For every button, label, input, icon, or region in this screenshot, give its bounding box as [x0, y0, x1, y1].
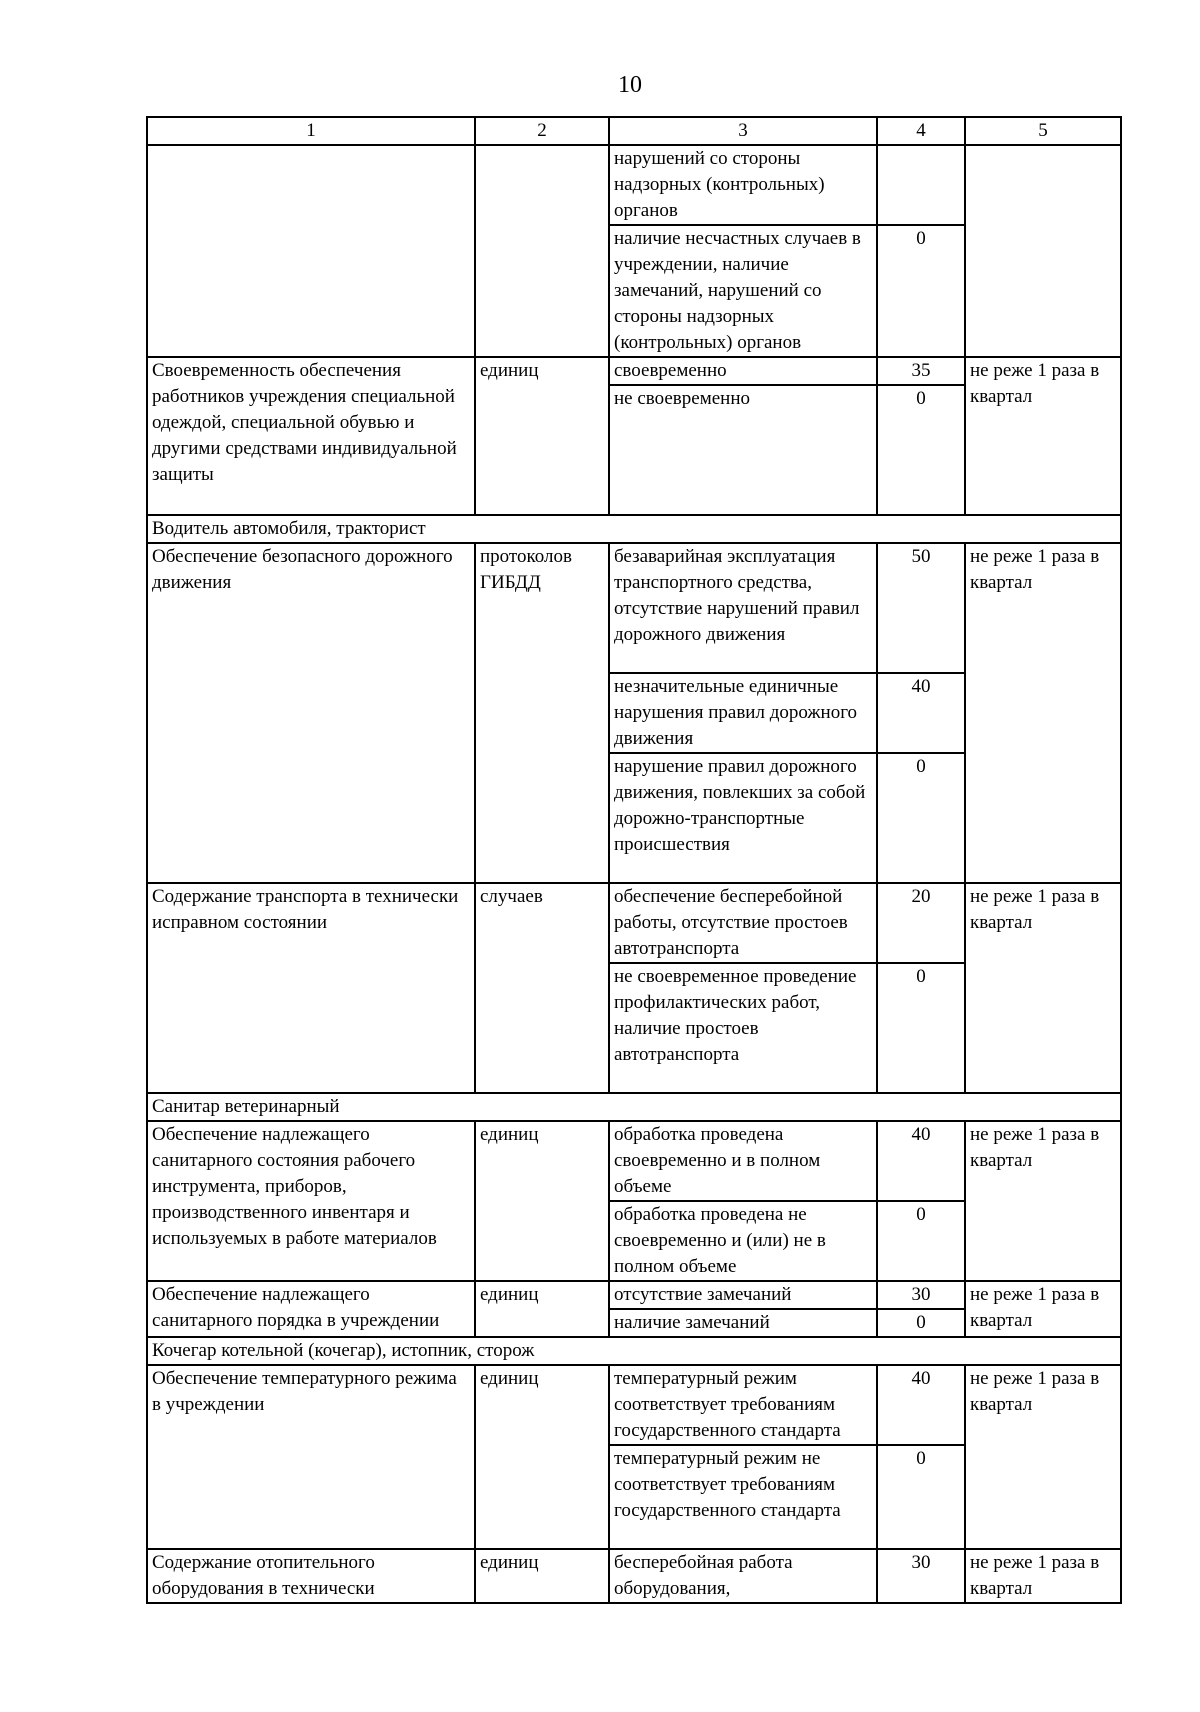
- frequency: не реже 1 раза в квартал: [965, 883, 1121, 1093]
- points-value: 50: [877, 543, 965, 673]
- indicator-name: Обеспечение температурного режима в учреждении: [147, 1365, 475, 1549]
- points-value: 0: [877, 963, 965, 1093]
- header-col-1: 1: [147, 117, 475, 145]
- indicator-name: Обеспечение безопасного дорожного движения: [147, 543, 475, 883]
- criterion-text: наличие замечаний: [609, 1309, 877, 1337]
- table-row: [147, 883, 1121, 963]
- criterion-text: бесперебойная работа оборудования,: [609, 1549, 877, 1603]
- header-col-4: 4: [877, 117, 965, 145]
- unit: случаев: [475, 883, 609, 1093]
- criterion-text: нарушение правил дорожного движения, повлекших за собой дорожно-транспортные происшествия: [609, 753, 877, 883]
- section-row: [147, 1093, 1121, 1121]
- criterion-text: обеспечение бесперебойной работы, отсутствие простоев автотранспорта: [609, 883, 877, 963]
- table-row: [147, 145, 1121, 225]
- unit: единиц: [475, 1365, 609, 1549]
- criterion-text: своевременно: [609, 357, 877, 385]
- table-row: [147, 1549, 1121, 1603]
- unit: единиц: [475, 1549, 609, 1603]
- indicator-name-cell: [147, 145, 475, 357]
- table-row: [147, 357, 1121, 385]
- header-col-3: 3: [609, 117, 877, 145]
- criterion-text: безаварийная эксплуатация транспортного средства, отсутствие нарушений правил дорожного движения: [609, 543, 877, 673]
- frequency: не реже 1 раза в квартал: [965, 1121, 1121, 1281]
- criterion-text: температурный режим соответствует требованиям государственного стандарта: [609, 1365, 877, 1445]
- criteria-table: [146, 116, 1122, 1604]
- criterion-text: не своевременное проведение профилактических работ, наличие простоев автотранспорта: [609, 963, 877, 1093]
- page-number: 10: [618, 72, 642, 98]
- points-value: 20: [877, 883, 965, 963]
- points-value: 0: [877, 753, 965, 883]
- frequency-cell: [965, 145, 1121, 357]
- indicator-name: Содержание отопительного оборудования в технически: [147, 1549, 475, 1603]
- table-row: [147, 1121, 1121, 1201]
- header-col-5: 5: [965, 117, 1121, 145]
- frequency: не реже 1 раза в квартал: [965, 543, 1121, 883]
- points-value: 40: [877, 1365, 965, 1445]
- section-title: Водитель автомобиля, тракторист: [147, 515, 1121, 543]
- frequency: не реже 1 раза в квартал: [965, 1281, 1121, 1337]
- indicator-name: Содержание транспорта в технически исправном состоянии: [147, 883, 475, 1093]
- section-title: Санитар ветеринарный: [147, 1093, 1121, 1121]
- frequency: не реже 1 раза в квартал: [965, 1365, 1121, 1549]
- unit: единиц: [475, 357, 609, 515]
- points-value: 0: [877, 1445, 965, 1549]
- points-value: 35: [877, 357, 965, 385]
- criterion-text: отсутствие замечаний: [609, 1281, 877, 1309]
- unit: протоколов ГИБДД: [475, 543, 609, 883]
- frequency: не реже 1 раза в квартал: [965, 1549, 1121, 1603]
- criterion-text: обработка проведена своевременно и в полном объеме: [609, 1121, 877, 1201]
- points-value: 0: [877, 1201, 965, 1281]
- points-value: 0: [877, 385, 965, 515]
- unit-cell: [475, 145, 609, 357]
- indicator-name: Своевременность обеспечения работников учреждения специальной одеждой, специальной обувью и другими средствами индивидуальной защиты: [147, 357, 475, 515]
- points-value: 30: [877, 1281, 965, 1309]
- criterion-text: температурный режим не соответствует требованиям государственного стандарта: [609, 1445, 877, 1549]
- section-row: [147, 1337, 1121, 1365]
- indicator-name: Обеспечение надлежащего санитарного состояния рабочего инструмента, приборов, производственного инвентаря и используемых в работе материалов: [147, 1121, 475, 1281]
- points-value: 30: [877, 1549, 965, 1603]
- table-row: [147, 1281, 1121, 1309]
- criterion-text: незначительные единичные нарушения правил дорожного движения: [609, 673, 877, 753]
- section-title: Кочегар котельной (кочегар), истопник, сторож: [147, 1337, 1121, 1365]
- points-value: 0: [877, 225, 965, 357]
- points-value: 40: [877, 1121, 965, 1201]
- unit: единиц: [475, 1281, 609, 1337]
- table-row: [147, 1365, 1121, 1445]
- points-value: 40: [877, 673, 965, 753]
- criterion-text: не своевременно: [609, 385, 877, 515]
- header-col-2: 2: [475, 117, 609, 145]
- criterion-text: обработка проведена не своевременно и (или) не в полном объеме: [609, 1201, 877, 1281]
- unit: единиц: [475, 1121, 609, 1281]
- criterion-text: нарушений со стороны надзорных (контрольных) органов: [609, 145, 877, 225]
- criterion-text: наличие несчастных случаев в учреждении, наличие замечаний, нарушений со стороны надзорных (контрольных) органов: [609, 225, 877, 357]
- table-row: [147, 543, 1121, 673]
- section-row: [147, 515, 1121, 543]
- points-value: [877, 145, 965, 225]
- points-value: 0: [877, 1309, 965, 1337]
- frequency: не реже 1 раза в квартал: [965, 357, 1121, 515]
- indicator-name: Обеспечение надлежащего санитарного порядка в учреждении: [147, 1281, 475, 1337]
- header-row: [147, 117, 1121, 145]
